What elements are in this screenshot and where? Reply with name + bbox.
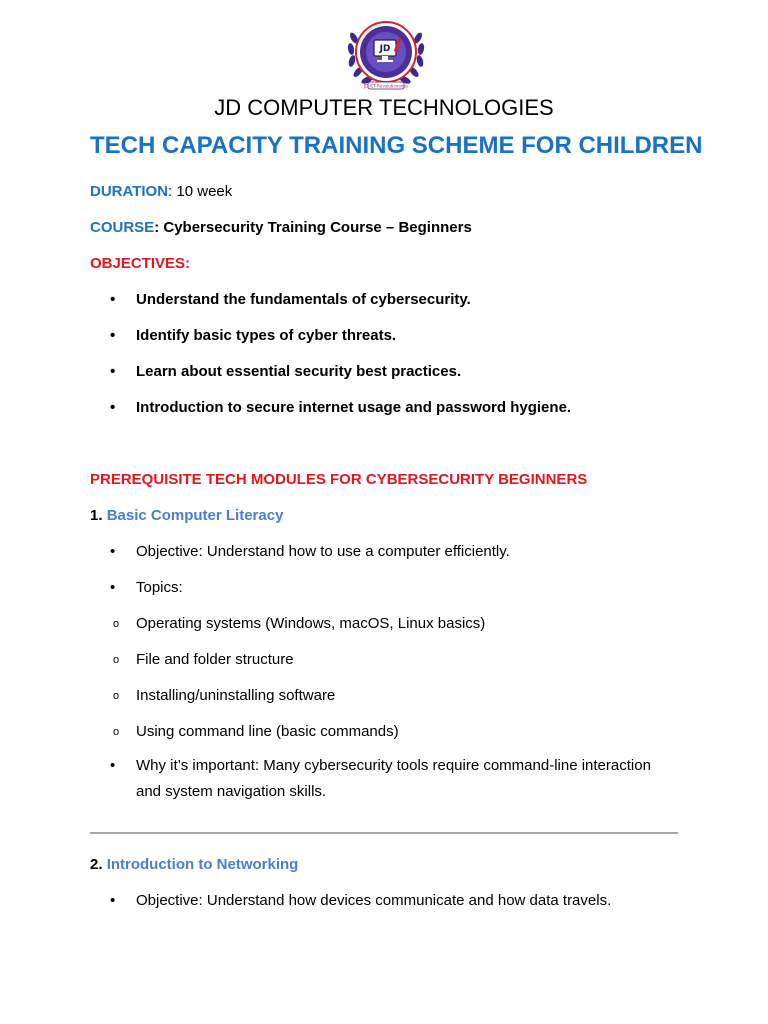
prerequisite-heading: PREREQUISITE TECH MODULES FOR CYBERSECURITY BEGINNERS xyxy=(90,471,588,488)
bullet-icon xyxy=(110,363,136,380)
circle-bullet-icon xyxy=(110,723,136,740)
objective-item: •Introduction to secure internet usage and password hygiene. xyxy=(110,399,571,416)
objectives-label: OBJECTIVES xyxy=(90,255,186,272)
duration-label: DURATION xyxy=(90,183,169,200)
bullet-icon xyxy=(110,291,136,308)
bullet-icon xyxy=(110,543,136,560)
bullet-icon xyxy=(110,753,115,779)
module-1-topics-label: •Topics: xyxy=(110,579,183,596)
bullet-icon xyxy=(110,579,136,596)
module-1-objective: •Objective: Understand how to use a computer efficiently. xyxy=(110,543,510,560)
jd-logo xyxy=(340,16,432,96)
bullet-icon xyxy=(110,327,136,344)
organization-name: JD COMPUTER TECHNOLOGIES xyxy=(214,95,554,120)
bullet-icon xyxy=(110,399,136,416)
module-2-title: Introduction to Networking xyxy=(106,856,299,873)
module-1-topic: oFile and folder structure xyxy=(110,651,294,668)
jd-logo-emblem-icon xyxy=(340,16,432,96)
course-value: Cybersecurity Training Course – Beginners xyxy=(163,219,472,236)
module-1-topic: oInstalling/uninstalling software xyxy=(110,687,335,704)
duration-line: DURATION: 10 week xyxy=(90,183,233,200)
circle-bullet-icon xyxy=(110,651,136,668)
circle-bullet-icon xyxy=(110,687,136,704)
objectives-line: OBJECTIVES: xyxy=(90,255,191,272)
duration-value: 10 week xyxy=(176,183,233,200)
module-1-topic: oOperating systems (Windows, macOS, Linux basics) xyxy=(110,615,485,632)
objective-item: •Understand the fundamentals of cybersecurity. xyxy=(110,291,471,308)
svg-text:JD: JD xyxy=(379,44,391,54)
objective-item: •Learn about essential security best practices. xyxy=(110,363,461,380)
course-line: COURSE: Cybersecurity Training Course – Beginners xyxy=(90,219,472,236)
circle-bullet-icon xyxy=(110,615,136,632)
bullet-icon xyxy=(110,892,136,909)
module-2-number: 2. xyxy=(90,856,103,873)
module-1-topic: oUsing command line (basic commands) xyxy=(110,723,399,740)
module-1-title: Basic Computer Literacy xyxy=(106,507,284,524)
module-1-number: 1. xyxy=(90,507,103,524)
objective-item: •Identify basic types of cyber threats. xyxy=(110,327,396,344)
module-1-why: • Why it’s important: Many cybersecurity tools require command-line interaction and system navigation skills. xyxy=(110,753,670,805)
module-1-heading xyxy=(90,507,283,524)
module-2-heading xyxy=(90,856,298,873)
section-divider xyxy=(90,832,678,834)
svg-text:JD ICT Revolutionaries: JD ICT Revolutionaries xyxy=(363,83,409,89)
module-2-objective: •Objective: Understand how devices communicate and how data travels. xyxy=(110,892,611,909)
course-label: COURSE xyxy=(90,219,155,236)
document-title: TECH CAPACITY TRAINING SCHEME FOR CHILDREN xyxy=(90,132,703,159)
